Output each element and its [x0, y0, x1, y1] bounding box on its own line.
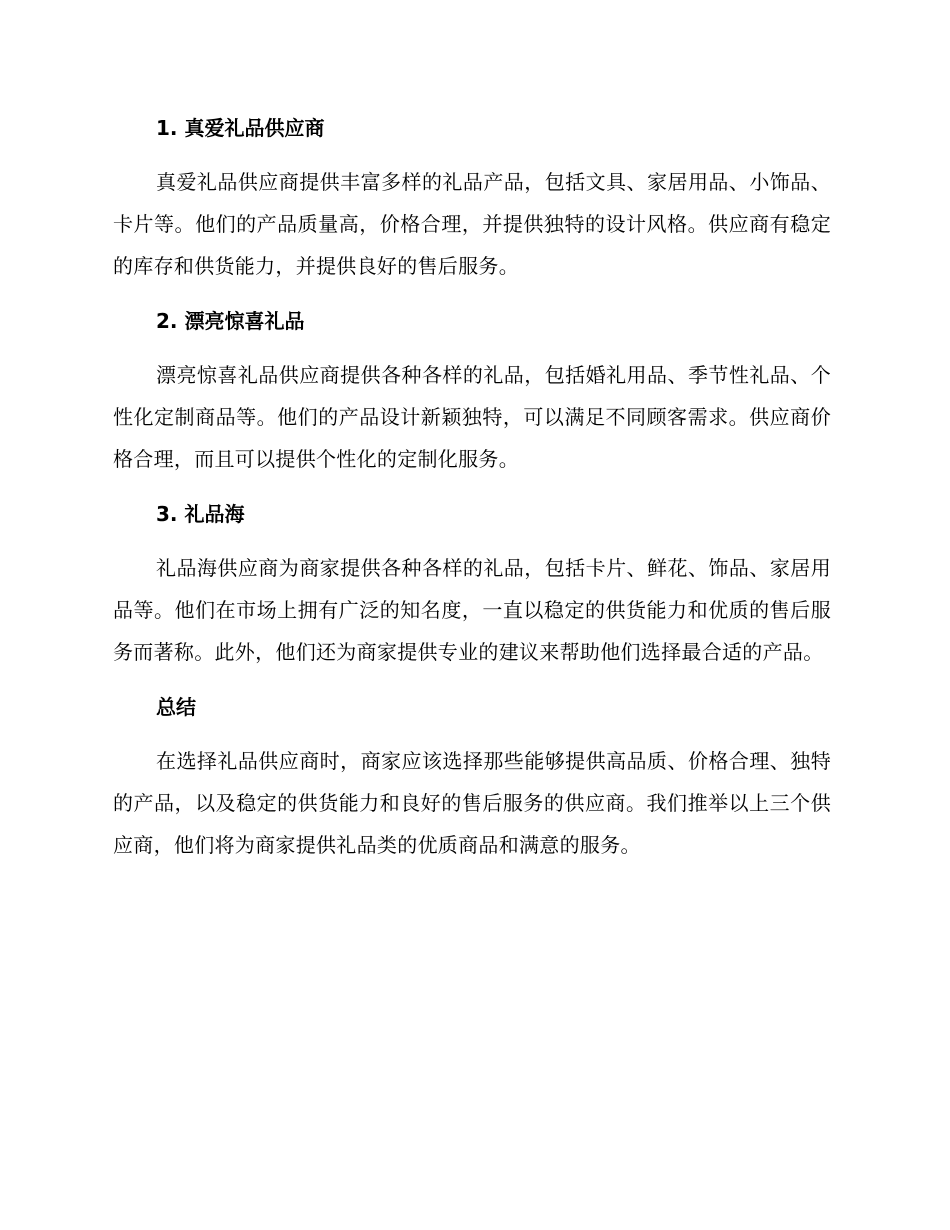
- section-heading: 2. 漂亮惊喜礼品: [156, 309, 305, 333]
- section-paragraph: 真爱礼品供应商提供丰富多样的礼品产品，包括文具、家居用品、小饰品、卡片等。他们的产品质量高，价格合理，并提供独特的设计风格。供应商有稳定的库存和供货能力，并提供良好的售后服务。: [113, 170, 831, 278]
- section-supplier-1: [113, 108, 831, 287]
- section-heading: 3. 礼品海: [156, 502, 245, 526]
- section-supplier-3: [113, 494, 831, 673]
- section-paragraph: 在选择礼品供应商时，商家应该选择那些能够提供高品质、价格合理、独特的产品，以及稳定的供货能力和良好的售后服务的供应商。我们推举以上三个供应商，他们将为商家提供礼品类的优质商品和满意的服务。: [113, 749, 831, 857]
- section-supplier-2: [113, 301, 831, 480]
- section-heading: 总结: [156, 695, 196, 719]
- section-heading: 1. 真爱礼品供应商: [156, 116, 325, 140]
- document-page: [113, 108, 831, 880]
- section-paragraph: 礼品海供应商为商家提供各种各样的礼品，包括卡片、鲜花、饰品、家居用品等。他们在市场上拥有广泛的知名度，一直以稳定的供货能力和优质的售后服务而著称。此外，他们还为商家提供专业的建议来帮助他们选择最合适的产品。: [113, 556, 831, 664]
- section-paragraph: 漂亮惊喜礼品供应商提供各种各样的礼品，包括婚礼用品、季节性礼品、个性化定制商品等。他们的产品设计新颖独特，可以满足不同顾客需求。供应商价格合理，而且可以提供个性化的定制化服务。: [113, 363, 831, 471]
- section-summary: [113, 687, 831, 866]
